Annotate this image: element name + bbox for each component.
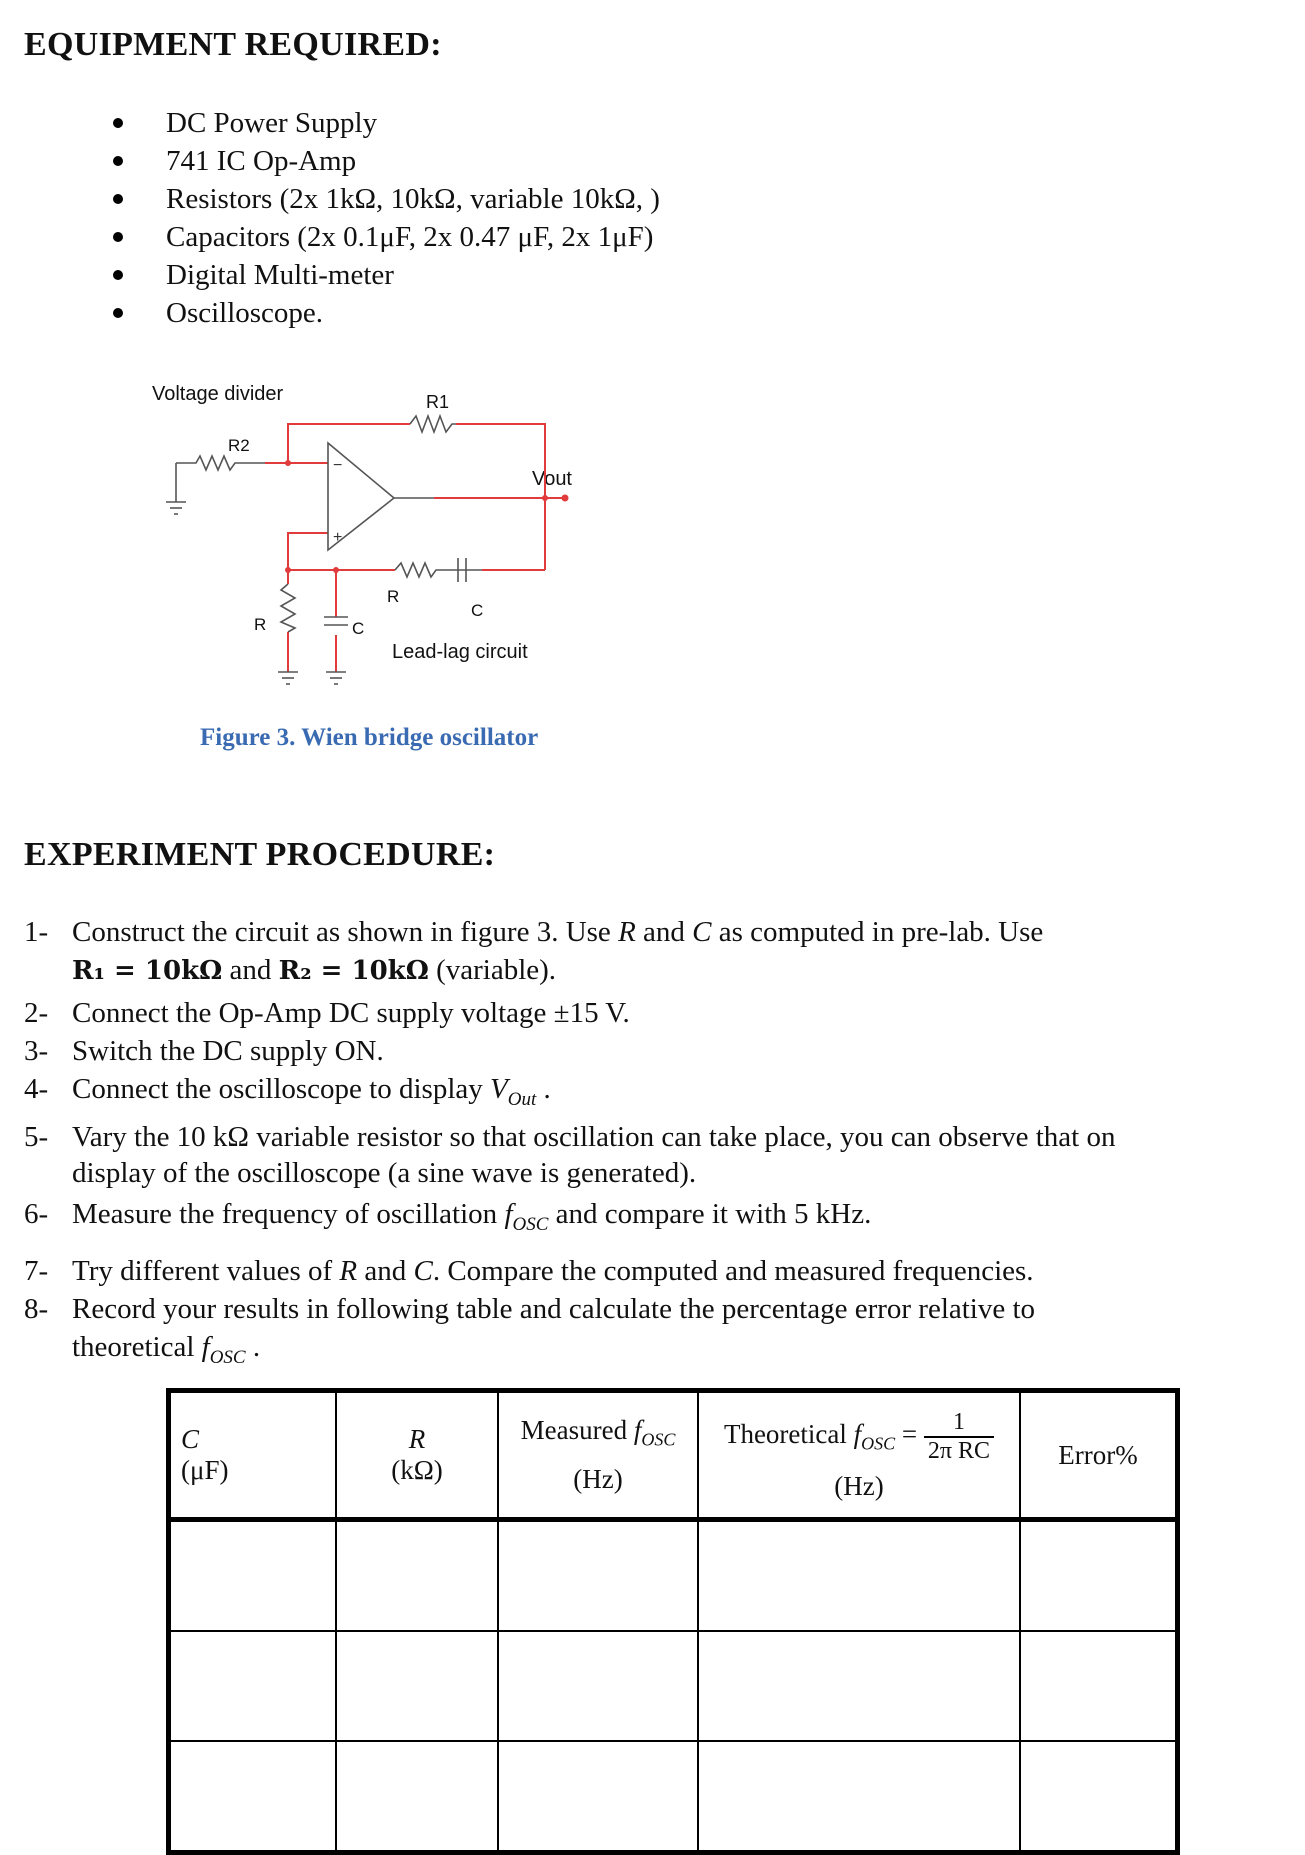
list-item: DC Power Supply: [110, 104, 660, 142]
table-cell[interactable]: [169, 1631, 337, 1741]
voltage-divider-label: Voltage divider: [152, 383, 284, 405]
list-item: 4- Connect the oscilloscope to display $V_{Out}$ .: [24, 1073, 551, 1110]
procedure-steps: [24, 913, 1134, 1376]
table-cell[interactable]: [336, 1741, 498, 1853]
wires: [265, 424, 565, 672]
r-series-label: R: [387, 587, 400, 606]
table-cell[interactable]: [1020, 1741, 1178, 1853]
procedure-heading: EXPERIMENT PROCEDURE:: [24, 836, 496, 873]
table-row: [169, 1520, 1178, 1632]
list-item: 1- Construct the circuit as shown in figure 3. Use R and C as computed in pre-lab. Use R₁ = 10kΩ and R₂ = 10kΩ (variable).: [24, 916, 1044, 986]
list-item: 3- Switch the DC supply ON.: [24, 1035, 384, 1067]
wien-bridge-circuit-diagram: [140, 372, 600, 712]
figure-caption: Figure 3. Wien bridge oscillator: [200, 724, 539, 751]
table-cell[interactable]: [698, 1631, 1020, 1741]
list-item: 5- Vary the 10 kΩ variable resistor so that oscillation can take place, you can observe that on display of the oscilloscope (a sine wave is generated).: [24, 1120, 1116, 1189]
equipment-list: [110, 104, 660, 332]
table-cell[interactable]: [1020, 1520, 1178, 1632]
r1-label: R1: [426, 392, 450, 412]
list-item: 7- Try different values of R and C. Compare the computed and measured frequencies.: [24, 1254, 1034, 1287]
bullet-icon: [113, 270, 123, 280]
table-header-row: [169, 1391, 1178, 1520]
table-cell[interactable]: [169, 1741, 337, 1853]
bullet-icon: [113, 194, 123, 204]
list-item: 2- Connect the Op-Amp DC supply voltage ±15 V.: [24, 997, 630, 1029]
list-item: 741 IC Op-Amp: [110, 142, 660, 180]
header-c: C (μF): [169, 1391, 337, 1520]
frac-formula: $\frac{1}{\text{2π RC}}$: [924, 1409, 994, 1465]
table-cell[interactable]: [698, 1741, 1020, 1853]
table-cell[interactable]: [1020, 1631, 1178, 1741]
header-error: Error%: [1020, 1391, 1178, 1520]
list-item: Capacitors (2x 0.1μF, 2x 0.47 μF, 2x 1μF): [110, 218, 660, 256]
table-cell[interactable]: [336, 1520, 498, 1632]
c-series-label: C: [471, 601, 484, 620]
leadlag-label: Lead-lag circuit: [392, 641, 528, 663]
bullet-icon: [113, 232, 123, 242]
list-item: Digital Multi-meter: [110, 256, 660, 294]
table-cell[interactable]: [498, 1741, 698, 1853]
r2-label: R2: [228, 436, 250, 455]
equipment-heading: EQUIPMENT REQUIRED:: [24, 26, 442, 63]
table-cell[interactable]: [169, 1520, 337, 1632]
table-cell[interactable]: [498, 1631, 698, 1741]
bullet-icon: [113, 308, 123, 318]
r-shunt-label: R: [254, 615, 267, 634]
header-theoretical: Theoretical $f_{OSC}$ = $\frac{1}{\text{2π RC}}$ (Hz): [698, 1391, 1020, 1520]
opamp-plus-sign: +: [333, 529, 343, 546]
opamp-minus-sign: −: [333, 457, 343, 474]
results-table: [166, 1388, 1180, 1855]
header-measured: Measured $f_{OSC}$ (Hz): [498, 1391, 698, 1520]
table-cell[interactable]: [698, 1520, 1020, 1632]
list-item: 8- Record your results in following table and calculate the percentage error relative to theoretical $f_{OSC}$ .: [24, 1292, 1036, 1368]
c-shunt-label: C: [352, 619, 365, 638]
header-r: R (kΩ): [336, 1391, 498, 1520]
bullet-icon: [113, 156, 123, 166]
table-row: [169, 1631, 1178, 1741]
table-cell[interactable]: [498, 1520, 698, 1632]
list-item: Oscilloscope.: [110, 294, 660, 332]
bullet-icon: [113, 118, 123, 128]
list-item: Resistors (2x 1kΩ, 10kΩ, variable 10kΩ, ): [110, 180, 660, 218]
list-item: 6- Measure the frequency of oscillation $f_{OSC}$ and compare it with 5 kHz.: [24, 1197, 872, 1235]
table-cell[interactable]: [336, 1631, 498, 1741]
vout-label: Vout: [531, 468, 572, 490]
table-row: [169, 1741, 1178, 1853]
